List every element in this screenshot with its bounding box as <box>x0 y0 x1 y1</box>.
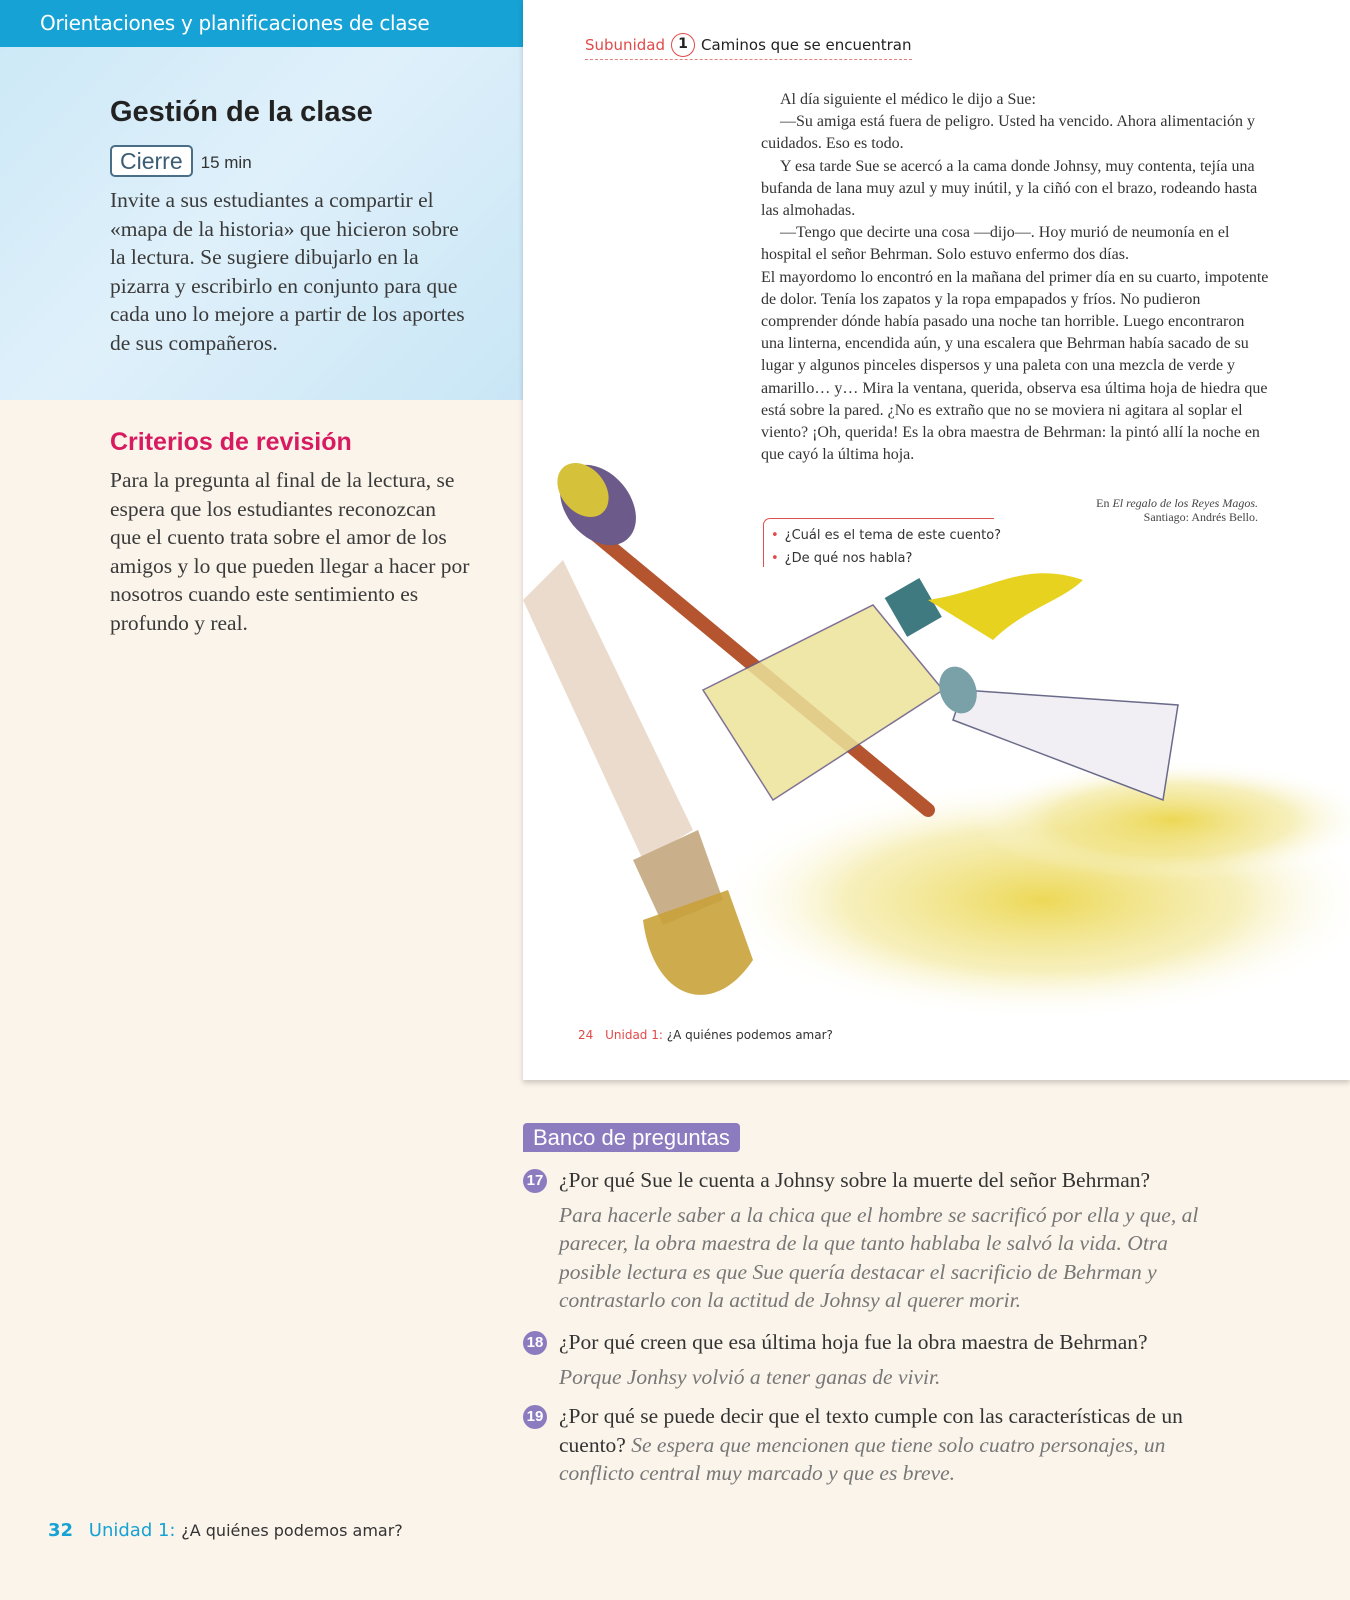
cierre-badge: Cierre <box>110 145 193 177</box>
story-paragraph: El mayordomo lo encontró en la mañana del primer día en su cuarto, impotente de dolor. Tenía los zapatos y la ropa empapados y fríos. No pudieron comprender dónde había pasado una noche tan horrible. Luego encontraron una linterna, encendida aún, y una escalera que Behrman había sacado de su lugar y algunos pinceles dispersos y una paleta con una mezcla de verde y amarillo… y… Mira la ventana, querida, observa esa última hoja de hiedra que está sobre la pared. ¿No es extraño que no se moviera ni agitara al soplar el viento? ¡Oh, querida! Es la obra maestra de Behrman: la pintó allí la noche en que cayó la última hoja. <box>761 268 1269 464</box>
inner-page-number: 24 <box>578 1028 594 1042</box>
source-credit <box>1096 496 1258 524</box>
question-text: ¿Por qué creen que esa última hoja fue la obra maestra de Behrman? <box>559 1330 1148 1354</box>
story-paragraph: —Tengo que decirte una cosa —dijo—. Hoy murió de neumonía en el hospital el señor Behrman. Solo estuvo enfermo dos días. <box>761 224 1230 264</box>
question-answer: Porque Jonhsy volvió a tener ganas de vivir. <box>559 1364 941 1389</box>
banco-title: Banco de preguntas <box>523 1123 740 1152</box>
question-number: 17 <box>523 1169 547 1193</box>
subunit-header <box>585 33 912 60</box>
reading-question: • ¿Cuál es el tema de este cuento? <box>771 524 1001 547</box>
criterios-text: Para la pregunta al final de la lectura, se espera que los estudiantes reconozcan que el cuento trata sobre el amor de los amigos y lo que pueden llegar a hacer por nosotros cuando este sentimiento es profundo y real. <box>110 468 470 635</box>
question-item <box>523 1328 1223 1391</box>
cierre-row <box>110 145 252 177</box>
question-answer: Se espera que mencionen que tiene solo cuatro personajes, un conflicto central muy marcado y que es breve. <box>559 1432 1166 1485</box>
question-text-with-answer <box>559 1402 1223 1488</box>
gestion-title: Gestión de la clase <box>110 96 373 128</box>
story-text <box>761 89 1271 466</box>
section-banner: Orientaciones y planificaciones de clase <box>0 0 523 47</box>
inner-unit-title: ¿A quiénes podemos amar? <box>666 1028 833 1042</box>
inner-unit-label: Unidad 1: <box>605 1028 663 1042</box>
criterios-title: Criterios de revisión <box>110 428 352 456</box>
gestion-text: Invite a sus estudiantes a compartir el «mapa de la historia» que hicieron sobre la lectura. Se sugiere dibujarlo en la pizarra y escribirlo en conjunto para que cada uno lo mejore a partir de los aportes de sus compañeros. <box>110 188 465 355</box>
story-paragraph: Y esa tarde Sue se acercó a la cama donde Johnsy, muy contenta, tejía una bufanda de lana muy azul y muy inútil, y la ciñó con el brazo, rodeando hasta las almohadas. <box>761 157 1258 220</box>
subunit-number: 1 <box>671 33 695 57</box>
question-item <box>523 1166 1223 1315</box>
story-paragraph: Al día siguiente el médico le dijo a Sue: <box>780 91 1036 108</box>
question-item <box>523 1402 1223 1488</box>
page-footer <box>48 1520 403 1541</box>
credit-prefix: En <box>1096 496 1110 510</box>
subunit-title: Caminos que se encuentran <box>700 36 912 54</box>
question-number: 19 <box>523 1405 547 1429</box>
inner-page-footer <box>578 1028 833 1042</box>
page-number: 32 <box>48 1520 74 1541</box>
unit-title: ¿A quiénes podemos amar? <box>181 1521 403 1540</box>
credit-place: Santiago: Andrés Bello. <box>1143 510 1258 524</box>
reading-question: • ¿De qué nos habla? <box>771 547 1001 570</box>
question-text: ¿Por qué se puede decir que el texto cumple con las características de un cuento? <box>559 1404 1183 1457</box>
inner-textbook-page <box>523 0 1350 1080</box>
question-number: 18 <box>523 1331 547 1355</box>
unit-label: Unidad 1: <box>88 1520 176 1541</box>
reading-questions <box>771 524 1001 570</box>
cierre-time: 15 min <box>200 153 252 172</box>
question-answer: Para hacerle saber a la chica que el hombre se sacrificó por ella y que, al parecer, la obra maestra de la que tanto hablaba le salvó la vida. Otra posible lectura es que Sue quería destacar el sacrificio de Behrman y contrastarlo con la actitud de Johnsy al querer morir. <box>559 1202 1199 1312</box>
subunit-label: Subunidad <box>585 36 665 54</box>
credit-book: El regalo de los Reyes Magos. <box>1112 496 1258 510</box>
story-paragraph: —Su amiga está fuera de peligro. Usted ha vencido. Ahora alimentación y cuidados. Eso es todo. <box>761 113 1255 153</box>
question-text: ¿Por qué Sue le cuenta a Johnsy sobre la muerte del señor Behrman? <box>559 1168 1151 1192</box>
